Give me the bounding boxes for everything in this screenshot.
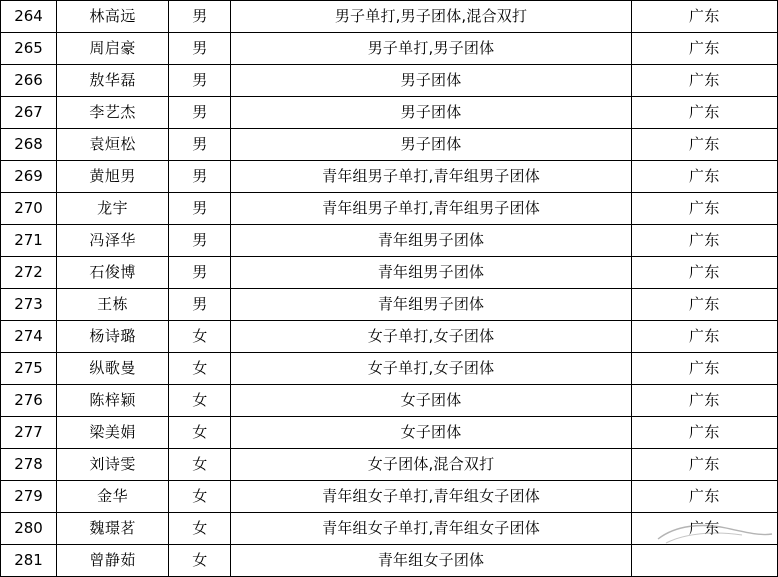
cell-region xyxy=(631,545,777,577)
cell-number: 269 xyxy=(1,161,57,193)
cell-events: 青年组男子单打,青年组男子团体 xyxy=(231,161,632,193)
cell-gender: 女 xyxy=(169,385,231,417)
cell-region: 广东 xyxy=(631,97,777,129)
cell-number: 266 xyxy=(1,65,57,97)
table-row xyxy=(1,385,778,417)
cell-number: 277 xyxy=(1,417,57,449)
cell-region: 广东 xyxy=(631,225,777,257)
cell-region: 广东 xyxy=(631,353,777,385)
table-row xyxy=(1,417,778,449)
cell-events: 男子团体 xyxy=(231,97,632,129)
cell-region: 广东 xyxy=(631,129,777,161)
cell-gender: 女 xyxy=(169,321,231,353)
cell-name: 石俊博 xyxy=(57,257,169,289)
cell-region: 广东 xyxy=(631,161,777,193)
cell-region: 广东 xyxy=(631,65,777,97)
table-row xyxy=(1,129,778,161)
cell-region: 广东 xyxy=(631,1,777,33)
cell-gender: 男 xyxy=(169,97,231,129)
cell-events: 女子团体 xyxy=(231,417,632,449)
cell-gender: 女 xyxy=(169,449,231,481)
table-row xyxy=(1,225,778,257)
cell-region: 广东 xyxy=(631,321,777,353)
cell-number: 271 xyxy=(1,225,57,257)
cell-events: 青年组男子团体 xyxy=(231,257,632,289)
cell-region: 广东 xyxy=(631,417,777,449)
cell-name: 冯泽华 xyxy=(57,225,169,257)
cell-name: 陈梓颖 xyxy=(57,385,169,417)
cell-number: 278 xyxy=(1,449,57,481)
cell-region: 广东 xyxy=(631,193,777,225)
cell-gender: 男 xyxy=(169,129,231,161)
table-row xyxy=(1,321,778,353)
table-row xyxy=(1,513,778,545)
cell-region: 广东 xyxy=(631,289,777,321)
cell-number: 264 xyxy=(1,1,57,33)
cell-region: 广东 xyxy=(631,449,777,481)
table-row xyxy=(1,353,778,385)
cell-region: 广东 xyxy=(631,481,777,513)
cell-region: 广东 xyxy=(631,257,777,289)
table-row xyxy=(1,193,778,225)
cell-events: 青年组女子单打,青年组女子团体 xyxy=(231,513,632,545)
cell-gender: 女 xyxy=(169,513,231,545)
roster-table-body xyxy=(1,1,778,577)
cell-name: 敖华磊 xyxy=(57,65,169,97)
cell-gender: 女 xyxy=(169,353,231,385)
cell-name: 龙宇 xyxy=(57,193,169,225)
table-row xyxy=(1,481,778,513)
table-row xyxy=(1,545,778,577)
cell-name: 魏璟茗 xyxy=(57,513,169,545)
table-row xyxy=(1,97,778,129)
cell-events: 男子团体 xyxy=(231,65,632,97)
cell-name: 纵歌曼 xyxy=(57,353,169,385)
table-row xyxy=(1,449,778,481)
cell-gender: 男 xyxy=(169,289,231,321)
cell-name: 周启豪 xyxy=(57,33,169,65)
cell-gender: 男 xyxy=(169,193,231,225)
cell-gender: 男 xyxy=(169,1,231,33)
cell-number: 270 xyxy=(1,193,57,225)
table-row xyxy=(1,161,778,193)
cell-events: 男子单打,男子团体,混合双打 xyxy=(231,1,632,33)
cell-name: 梁美娟 xyxy=(57,417,169,449)
cell-events: 女子团体 xyxy=(231,385,632,417)
cell-number: 281 xyxy=(1,545,57,577)
cell-region: 广东 xyxy=(631,385,777,417)
cell-name: 黄旭男 xyxy=(57,161,169,193)
cell-gender: 男 xyxy=(169,257,231,289)
cell-number: 265 xyxy=(1,33,57,65)
table-row xyxy=(1,257,778,289)
table-row xyxy=(1,1,778,33)
cell-gender: 男 xyxy=(169,33,231,65)
cell-gender: 男 xyxy=(169,65,231,97)
cell-events: 女子单打,女子团体 xyxy=(231,353,632,385)
cell-gender: 女 xyxy=(169,417,231,449)
cell-events: 男子团体 xyxy=(231,129,632,161)
cell-number: 268 xyxy=(1,129,57,161)
cell-number: 273 xyxy=(1,289,57,321)
cell-name: 李艺杰 xyxy=(57,97,169,129)
cell-events: 女子团体,混合双打 xyxy=(231,449,632,481)
cell-name: 刘诗雯 xyxy=(57,449,169,481)
cell-gender: 男 xyxy=(169,225,231,257)
table-row xyxy=(1,65,778,97)
cell-number: 267 xyxy=(1,97,57,129)
cell-name: 林高远 xyxy=(57,1,169,33)
cell-number: 280 xyxy=(1,513,57,545)
cell-events: 青年组女子团体 xyxy=(231,545,632,577)
cell-name: 金华 xyxy=(57,481,169,513)
cell-events: 青年组男子团体 xyxy=(231,289,632,321)
cell-number: 276 xyxy=(1,385,57,417)
cell-number: 274 xyxy=(1,321,57,353)
cell-gender: 女 xyxy=(169,545,231,577)
cell-name: 王栋 xyxy=(57,289,169,321)
cell-events: 女子单打,女子团体 xyxy=(231,321,632,353)
table-row xyxy=(1,289,778,321)
cell-number: 275 xyxy=(1,353,57,385)
cell-number: 272 xyxy=(1,257,57,289)
cell-region: 广东 xyxy=(631,33,777,65)
cell-events: 青年组男子团体 xyxy=(231,225,632,257)
cell-region: 广东 xyxy=(631,513,777,545)
cell-name: 杨诗璐 xyxy=(57,321,169,353)
table-row xyxy=(1,33,778,65)
cell-name: 袁烜松 xyxy=(57,129,169,161)
cell-events: 青年组女子单打,青年组女子团体 xyxy=(231,481,632,513)
cell-events: 男子单打,男子团体 xyxy=(231,33,632,65)
cell-gender: 女 xyxy=(169,481,231,513)
cell-events: 青年组男子单打,青年组男子团体 xyxy=(231,193,632,225)
cell-gender: 男 xyxy=(169,161,231,193)
cell-number: 279 xyxy=(1,481,57,513)
cell-name: 曾静茹 xyxy=(57,545,169,577)
